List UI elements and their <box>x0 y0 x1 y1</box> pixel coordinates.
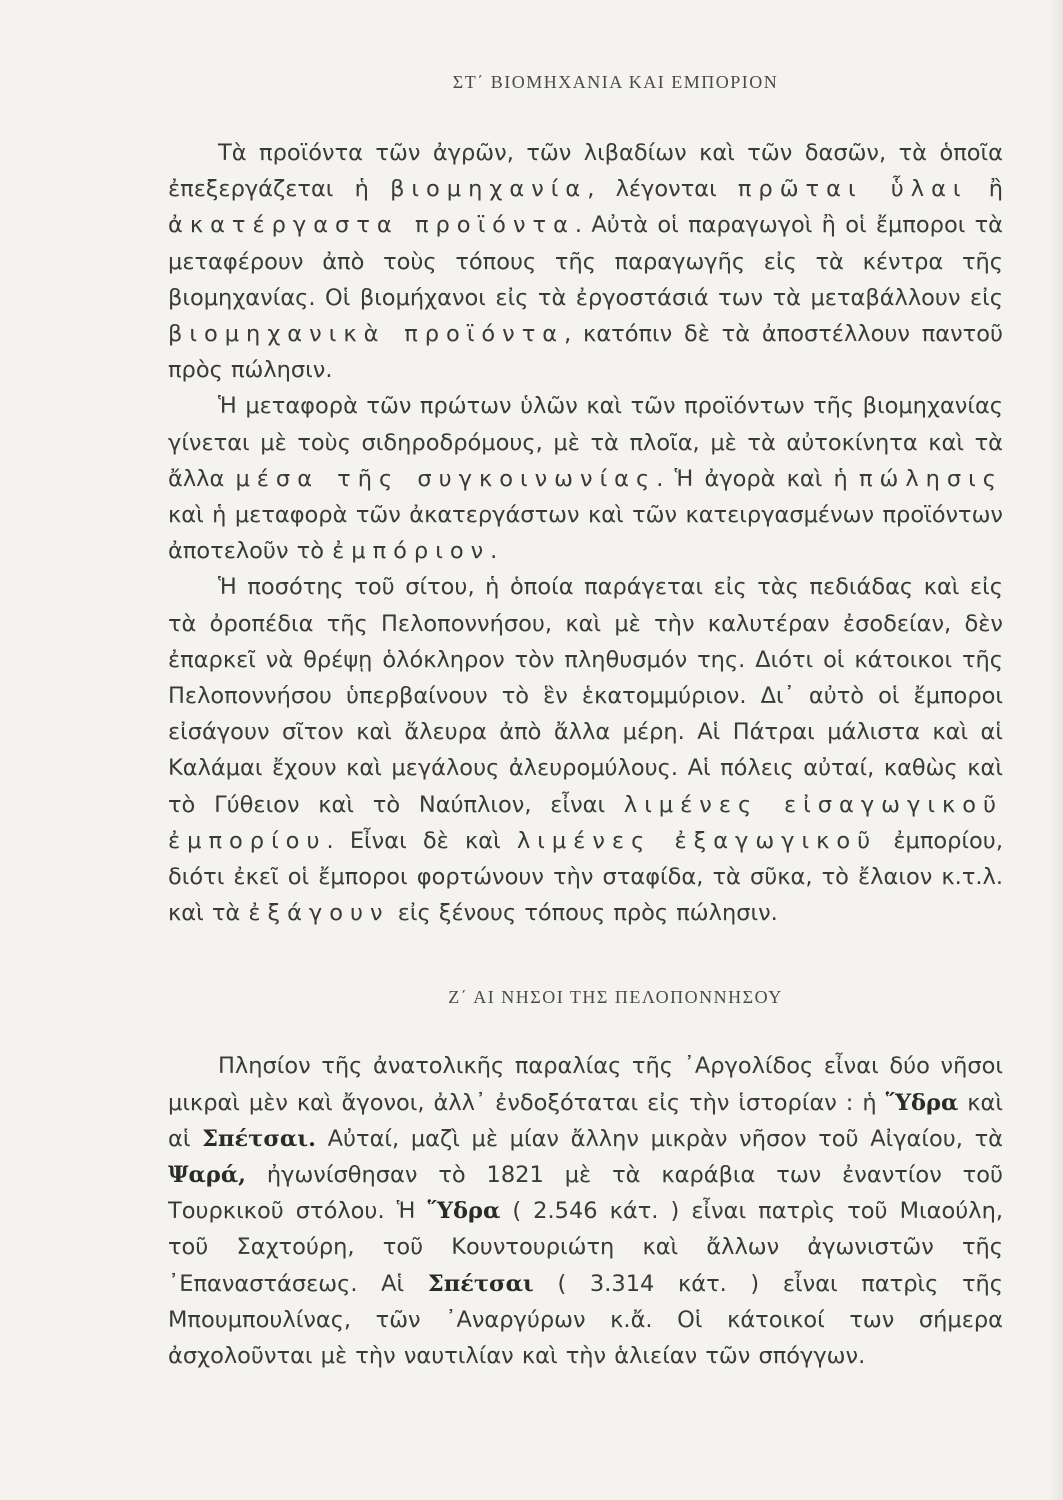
paragraph-islands <box>168 1048 1003 1374</box>
spaced-term: μέσα τῆς συγκοινωνίας <box>235 465 657 492</box>
text: . Εἶναι δὲ καὶ <box>326 827 517 854</box>
text: ἠγωνίσθησαν τὸ 1821 μὲ τὰ καράβια των ἐναντίον τοῦ Τουρκικοῦ στόλου. Ἡ <box>168 1162 1003 1225</box>
text: Πλησίον τῆς ἀνατολικῆς παραλίας τῆς ᾿Αργολίδος εἶναι δύο νῆσοι μικραὶ μὲν καὶ ἄγονοι, ἀλλ᾿ ἐνδοξόταται εἰς τὴν ἱστορίαν : ἡ <box>168 1053 1003 1116</box>
bold-term-hydra: Ὕδρα <box>427 1198 501 1225</box>
spaced-term: βιομηχανία <box>390 176 588 203</box>
text: . <box>490 538 498 565</box>
text: Ἡ ποσότης τοῦ σίτου, ἡ ὁποία παράγεται εἰς τὰς πεδιάδας καὶ εἰς τὰ ὀροπέδια τῆς Πελοποννήσου, καὶ μὲ τὴν καλυτέραν ἐσοδείαν, δὲν ἐπαρκεῖ νὰ θρέψῃ ὁλόκληρον τὸν πληθυσμόν της. Διότι οἱ κάτοικοι τῆς Πελοποννήσου ὑπερβαίνουν τὸ ἓν ἑκατομμύριον. Δι᾿ αὐτὸ οἱ ἔμποροι εἰσάγουν σῖτον καὶ ἄλευρα ἀπὸ ἄλλα μέρη. Αἱ Πάτραι μάλιστα καὶ αἱ Καλάμαι ἔχουν καὶ μεγάλους ἀλευρομύλους. Αἱ πόλεις αὐταί, καθὼς καὶ τὸ Γύθειον καὶ τὸ Ναύπλιον, εἶναι <box>168 574 1003 818</box>
text: καὶ ἡ μεταφορὰ τῶν ἀκατεργάστων καὶ τῶν κατειργασμένων προϊόντων ἀποτελοῦν τὸ <box>168 502 1003 565</box>
text: ( 3.314 κάτ. ) εἶναι πατρὶς τῆς Μπουμπουλίνας, τῶν ᾿Αναργύρων κ.ἄ. Οἱ κάτοικοί των σήμερα ἀσχολοῦνται μὲ τὴν ναυτιλίαν καὶ τὴν ἁλιείαν τῶν σπόγγων. <box>168 1270 1003 1370</box>
spaced-term: ἐξάγουν <box>248 900 390 927</box>
bold-term-hydra: Ὕδρα <box>885 1089 959 1116</box>
text: Αὐταί, μαζὶ μὲ μίαν ἄλλην μικρὰν νῆσον τοῦ Αἰγαίου, τὰ <box>315 1125 1003 1152</box>
paragraph-transport-trade <box>168 388 1003 569</box>
spaced-term: βιομηχανικὰ προϊόντα <box>168 321 565 348</box>
text: εἰς ξένους τόπους πρὸς πώλησιν. <box>389 900 778 927</box>
bold-term-psara: Ψαρά, <box>168 1162 246 1189</box>
text: καὶ αἱ <box>168 1089 1004 1152</box>
section-heading-islands: Ζ΄ ΑΙ ΝΗΣΟΙ ΤΗΣ ΠΕΛΟΠΟΝΝΗΣΟΥ <box>448 987 783 1008</box>
text: . Ἡ ἀγορὰ καὶ ἡ <box>656 465 859 492</box>
spaced-term: πρῶται ὗλαι <box>737 176 968 203</box>
text: , κατόπιν δὲ τὰ ἀποστέλλουν παντοῦ πρὸς πώλησιν. <box>168 321 1003 384</box>
text: Τὰ προϊόντα τῶν ἀγρῶν, τῶν λιβαδίων καὶ τῶν δασῶν, τὰ ὁποῖα ἐπεξεργάζεται ἡ <box>168 140 1003 203</box>
paragraph-raw-materials <box>168 135 1003 388</box>
text: . Αὐτὰ οἱ παραγωγοὶ ἢ οἱ ἔμποροι τὰ μεταφέρουν ἀπὸ τοὺς τόπους τῆς παραγωγῆς εἰς τὰ κέντρα τῆς βιομηχανίας. Οἱ βιομήχανοι εἰς τὰ ἐργοστάσιά των τὰ μεταβάλλουν εἰς <box>168 212 1003 311</box>
paragraph-wheat-ports <box>168 569 1003 931</box>
page-edge-shadow <box>1049 0 1063 1500</box>
text: ἐμπορίου, διότι ἐκεῖ οἱ ἔμποροι φορτώνουν τὴν σταφίδα, τὰ σῦκα, τὸ ἔλαιον κ.τ.λ. καὶ τὰ <box>168 827 1003 927</box>
spaced-term: λιμένες ἐξαγωγικοῦ <box>516 827 878 854</box>
bold-term-spetses: Σπέτσαι <box>427 1270 534 1297</box>
spaced-term: πώλησις <box>858 465 1003 492</box>
text: Ἡ μεταφορὰ τῶν πρώτων ὑλῶν καὶ τῶν προϊόντων τῆς βιομηχανίας γίνεται μὲ τοὺς σιδηροδρόμους, μὲ τὰ πλοῖα, μὲ τὰ αὐτοκίνητα καὶ τὰ ἄλλα <box>168 393 1003 492</box>
text: ( 2.546 κάτ. ) εἶναι πατρὶς τοῦ Μιαούλη, τοῦ Σαχτούρη, τοῦ Κουντουριώτη καὶ ἄλλων ἀγωνιστῶν τῆς ᾿Επαναστάσεως. Αἱ <box>168 1198 1003 1297</box>
spaced-term: ἐμπόριον <box>332 538 491 565</box>
text: , λέγονται <box>587 176 738 203</box>
spaced-term: ἀκατέργαστα προϊόντα <box>168 212 575 239</box>
section-heading-industry: ΣΤ΄ ΒΙΟΜΗΧΑΝΙΑ ΚΑΙ ΕΜΠΟΡΙΟΝ <box>452 72 779 92</box>
spaced-term: λιμένες εἰσαγωγικοῦ ἐμπορίου <box>168 791 1003 854</box>
bold-term-spetses: Σπέτσαι. <box>202 1125 316 1152</box>
text: ἢ <box>967 176 1003 203</box>
